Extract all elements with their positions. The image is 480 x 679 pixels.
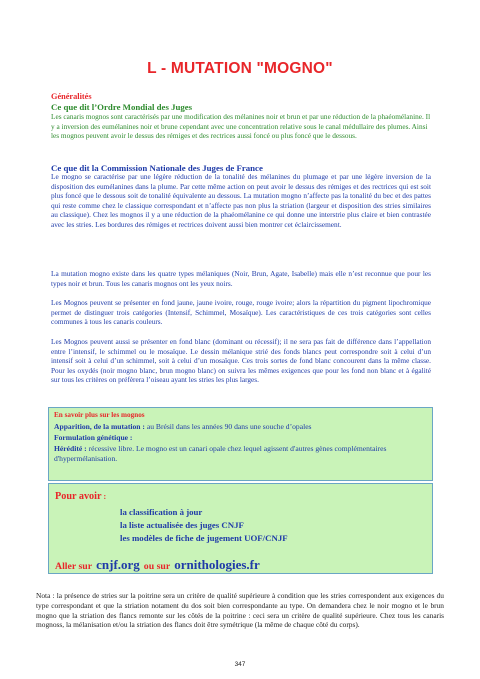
formulation-line: [54, 433, 426, 443]
page-title: L - MUTATION "MOGNO": [147, 60, 333, 77]
apparition-line: [54, 422, 426, 432]
heredite-line: [54, 444, 426, 463]
heredite-label: Hérédité :: [54, 444, 87, 453]
link-item-juges: la liste actualisée des juges CNJF: [120, 520, 244, 530]
pour-avoir-label: Pour avoir :: [55, 491, 107, 502]
cnj-paragraph-2: La mutation mogno existe dans les quatre types mélaniques (Noir, Brun, Agate, Isabelle) mais elle n’est reconnue que pour les types noir et brun. Tous les canaris mognos ont les yeux noirs.: [51, 269, 431, 288]
link-item-classification: la classification à jour: [120, 507, 203, 517]
info-box: [48, 407, 433, 481]
omj-heading: Ce que dit l’Ordre Mondial des Juges: [51, 102, 193, 112]
cnj-heading: Ce que dit la Commission Nationale des Juges de France: [51, 163, 263, 173]
cnj-paragraph-3: Les Mognos peuvent se présenter en fond jaune, jaune ivoire, rouge, rouge ivoire; alors la répartition du pigment lipochromique permet de distinguer trois catégories (Intensif, Schimmel, Mosaïque). Les caractéristiques de ces trois catégories sont celles communes à tous les canaris couleurs.: [51, 298, 431, 327]
apparition-text: au Brésil dans les années 90 dans une souche d’opales: [144, 422, 312, 431]
generalites-heading: Généralités: [51, 92, 92, 101]
cnj-paragraph-4: Les Mognos peuvent aussi se présenter en fond blanc (dominant ou récessif); il ne sera pas fait de différence dans l’appellation entre l’intensif, le schimmel ou le mosaïque. Le dessin mélanique strié des fonds blancs peut correspondre soit à celui d’un intensif soit à celui d’un schimmel, soit à celui d’un mosaïque. Ces trois sortes de fond blanc concourent dans la même classe. Pour les oxydés (noir mogno blanc, brun mogno blanc) on suivra les mêmes exigences que pour les fond non blanc et à égalité sur tous les critères on préfèrera l’oiseau ayant les stries les plus larges.: [51, 337, 431, 385]
aller-sur-line: [55, 556, 260, 574]
omj-paragraph: Les canaris mognos sont caractérisés par une modification des mélanines noir et brun et par une réduction de la phaéomélanine. Il y a inversion des eumélanines noir et brune cependant avec une concentration relative sous le canal médullaire des plumes. Ainsi les mognos peuvent avoir le dessus des rémiges et des rectrices aussi foncé ou plus foncé que le dessous.: [51, 112, 431, 141]
aller-sur-label: Aller sur: [55, 561, 93, 572]
link-item-fiches: les modèles de fiche de jugement UOF/CNJF: [120, 533, 288, 543]
nota-paragraph: Nota : la présence de stries sur la poitrine sera un critère de qualité supérieure à condition que les stries correspondent aux exigences du type correspondant et que la striation notament du dos soit bien correspondante au type. On demandera chez le noir mogno et le brun mogno que la striation des flancs remonte sur les côtés de la poitrine : ceci sera un critère de qualité supérieure. Chez tous les canaris mognoss, la mélanisation et/ou la striation des flancs doit être symétrique (la même de chaque côté du corps).: [36, 591, 444, 630]
cnj-paragraph-1: Le mogno se caractérise par une légère réduction de la tonalité des mélanines du plumage et par une légère inversion de la disposition des eumélanines dans la plume. Par cette même action on peut avoir le dessus des rémiges et des rectrices qui est soit plus foncé que le dessous soit de tonalité équivalente au dessous. La mutation mogno n’affecte pas la tonalité du bec et des pattes qui reste comme chez le classique correspondant et n’affecte pas non plus la striation (largeur et disposition des stries similaires au classique). Chez les mognos il y a une réduction de la phaéomélanine ce qui donne une interstrie plus claire et bien contrastée avec les stries. Les bordures des rémiges et rectrices doivent aussi bien montrer cet éclaircissement.: [51, 172, 431, 229]
links-box: [48, 483, 433, 574]
page-number: 347: [234, 661, 246, 668]
ornithologies-link[interactable]: ornithologies.fr: [174, 557, 260, 572]
cnjf-link[interactable]: cnjf.org: [96, 557, 140, 572]
ou-sur-label: ou sur: [143, 561, 171, 572]
heredite-text: récessive libre. Le mogno est un canari opale chez lequel agissent d'autres gènes complémentaires d'hypermélanisation.: [54, 444, 387, 463]
apparition-label: Apparition, de la mutation :: [54, 422, 145, 431]
formulation-label: Formulation génétique :: [54, 433, 133, 442]
info-box-heading: En savoir plus sur les mognos: [54, 411, 145, 419]
